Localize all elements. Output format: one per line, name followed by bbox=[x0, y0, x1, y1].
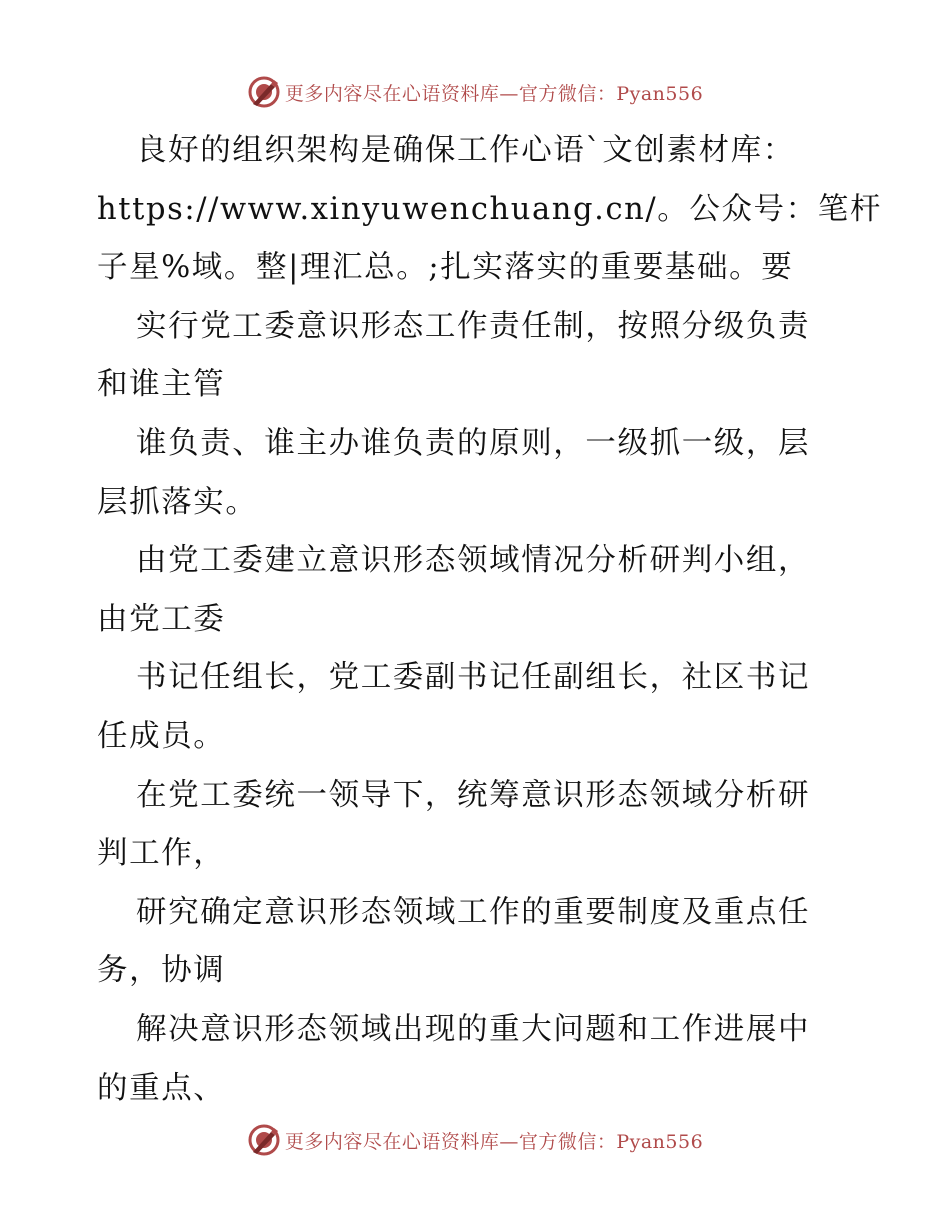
text-line: 和谁主管 bbox=[97, 367, 226, 403]
text-line: 在党工委统一领导下，统筹意识形态领域分析研 bbox=[136, 777, 811, 813]
document-body bbox=[97, 122, 882, 1118]
text-line: 任成员。 bbox=[97, 718, 226, 754]
text-line: 良好的组织架构是确保工作心语`文创素材库： bbox=[136, 133, 795, 168]
text-line: 由党工委 bbox=[97, 601, 226, 637]
watermark-text: 更多内容尽在心语资料库—官方微信：Pyan556 bbox=[284, 82, 704, 105]
text-line: 子星%域。整|理汇总。;扎实落实的重要基础。要 bbox=[97, 250, 794, 286]
footer-watermark bbox=[0, 1120, 950, 1160]
text-line: 谁负责、谁主办谁负责的原则，一级抓一级，层 bbox=[136, 425, 811, 461]
pen-seal-icon bbox=[247, 75, 281, 109]
text-line: 实行党工委意识形态工作责任制，按照分级负责 bbox=[136, 308, 811, 344]
header-watermark bbox=[0, 72, 950, 112]
text-line: 由党工委建立意识形态领域情况分析研判小组， bbox=[136, 543, 811, 579]
text-line: 的重点、 bbox=[97, 1070, 226, 1106]
watermark-text: 更多内容尽在心语资料库—官方微信：Pyan556 bbox=[284, 1130, 704, 1153]
text-line: 研究确定意识形态领域工作的重要制度及重点任 bbox=[136, 894, 811, 930]
text-line: 务，协调 bbox=[97, 953, 226, 989]
text-line: 层抓落实。 bbox=[97, 484, 258, 520]
pen-seal-icon bbox=[247, 1123, 281, 1157]
text-line: 解决意识形态领域出现的重大问题和工作进展中 bbox=[136, 1011, 811, 1047]
text-line: 书记任组长，党工委副书记任副组长，社区书记 bbox=[136, 660, 811, 696]
text-line: 判工作， bbox=[97, 836, 226, 872]
text-line: https://www.xinyuwenchuang.cn/。公众号：笔杆 bbox=[97, 191, 882, 227]
